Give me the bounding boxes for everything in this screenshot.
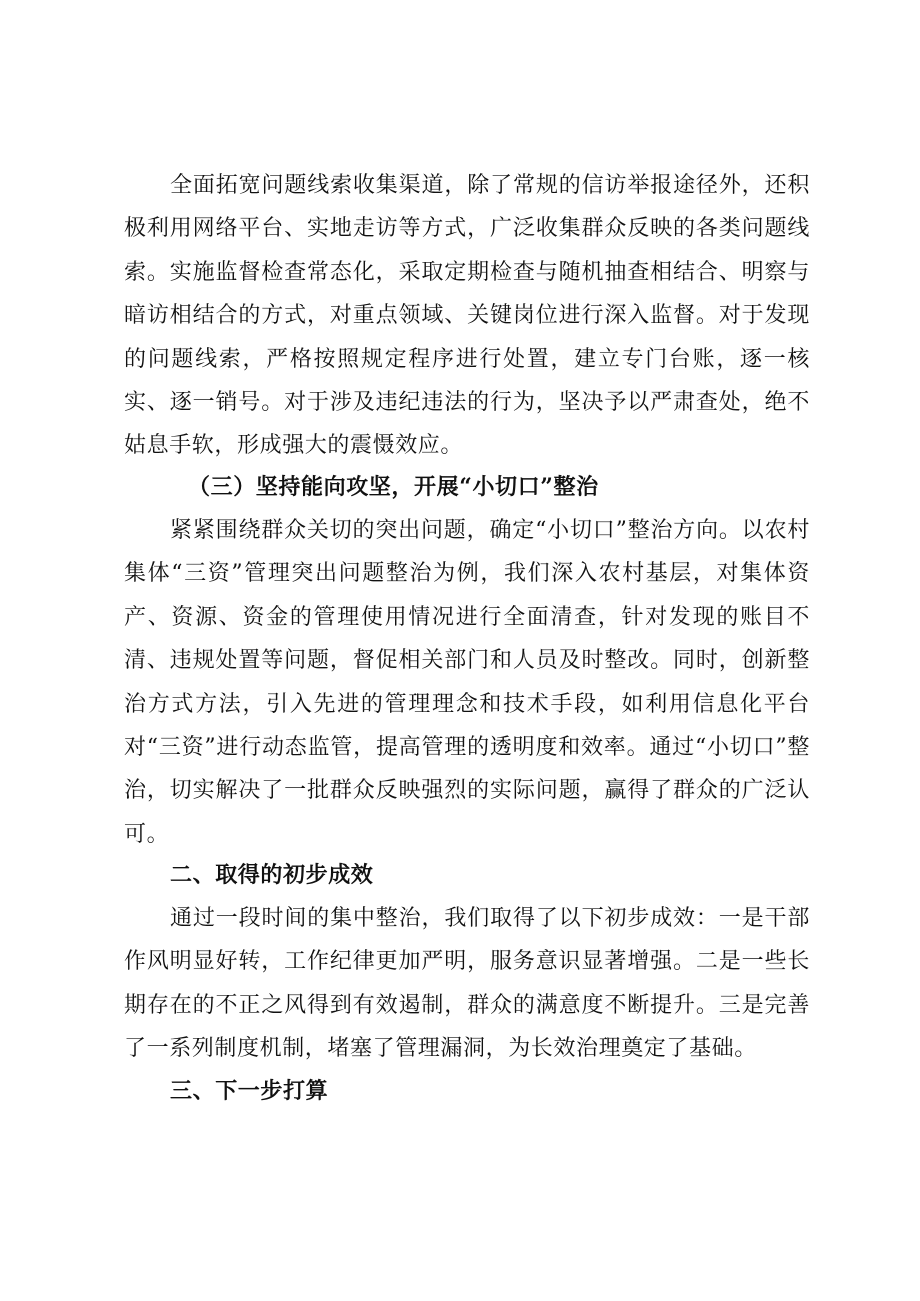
- body-paragraph-2: 紧紧围绕群众关切的突出问题，确定“小切口”整治方向。以农村集体“三资”管理突出问题整治为例，我们深入农村基层，对集体资产、资源、资金的管理使用情况进行全面清查，针对发现的账目不清、违规处置等问题，督促相关部门和人员及时整改。同时，创新整治方式方法，引入先进的管理理念和技术手段，如利用信息化平台对“三资”进行动态监管，提高管理的透明度和效率。通过“小切口”整治，切实解决了一批群众反映强烈的实际问题，赢得了群众的广泛认可。: [124, 518, 810, 847]
- body-paragraph-3: 通过一段时间的集中整治，我们取得了以下初步成效：一是干部作风明显好转，工作纪律更加严明，服务意识显著增强。二是一些长期存在的不正之风得到有效遏制，群众的满意度不断提升。三是完善了一系列制度机制，堵塞了管理漏洞，为长效治理奠定了基础。: [124, 906, 810, 1062]
- section-heading-3-next-steps: 三、下一步打算: [170, 1078, 329, 1104]
- subheading-3-tackle-small-cut: （三）坚持能向攻坚，开展“小切口”整治: [188, 474, 599, 500]
- body-paragraph-1: 全面拓宽问题线索收集渠道，除了常规的信访举报途径外，还积极利用网络平台、实地走访等方式，广泛收集群众反映的各类问题线索。实施监督检查常态化，采取定期检查与随机抽查相结合、明察与暗访相结合的方式，对重点领域、关键岗位进行深入监督。对于发现的问题线索，严格按照规定程序进行处置，建立专门台账，逐一核实、逐一销号。对于涉及违纪违法的行为，坚决予以严肃查处，绝不姑息手软，形成强大的震慑效应。: [124, 173, 810, 459]
- section-heading-2-results: 二、取得的初步成效: [170, 862, 374, 888]
